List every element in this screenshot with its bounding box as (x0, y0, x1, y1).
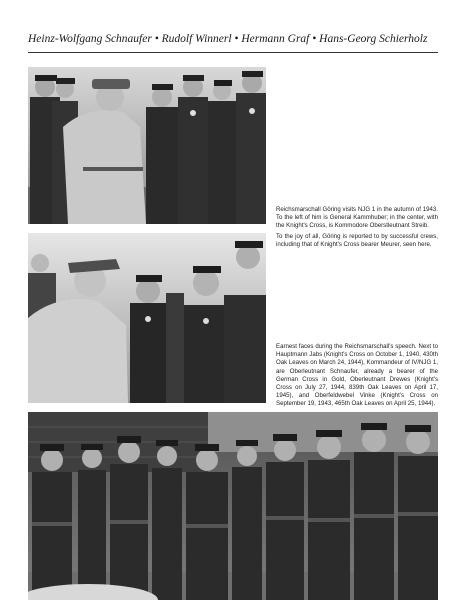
photo-crews-lineup (28, 412, 438, 600)
header-rule (28, 52, 438, 53)
photo-earnest-faces (28, 233, 266, 403)
caption-1-paragraph-2: To the joy of all, Göring is reported to by successful crews, including that of Knight's Cross bearer Meurer, seen here. (276, 232, 438, 248)
caption-photo-2 (276, 343, 438, 411)
running-header: Heinz-Wolfgang Schnaufer • Rudolf Winnerl • Hermann Graf • Hans-Georg Schierholz (28, 33, 428, 45)
caption-1-paragraph-1: Reichsmarschall Göring visits NJG 1 in the autumn of 1943. To the left of him is General Kammhuber; in the center, with the Knight's Cross, is Kommodore Oberstleutnant Streib. (276, 206, 438, 230)
photo-goring-visit (28, 67, 266, 224)
caption-photo-1 (276, 206, 438, 251)
caption-2-paragraph: Earnest faces during the Reichsmarschall's speech. Next to Hauptmann Jabs (Knight's Cross on October 1, 1940, 430th Oak Leaves on March 24, 1944), Kommandeur of IV/NJG 1, are Oberleutnant Schnaufer, already a bearer of the German Cross in Gold, Oberleutnant Drewes (Knight's Cross on July 27, 1944, 839th Oak Leaves on April 17, 1945), and Oberfeldwebel Vinke (Knight's Cross on September 19, 1943, 465th Oak Leaves on April 25, 1944). (276, 343, 438, 408)
